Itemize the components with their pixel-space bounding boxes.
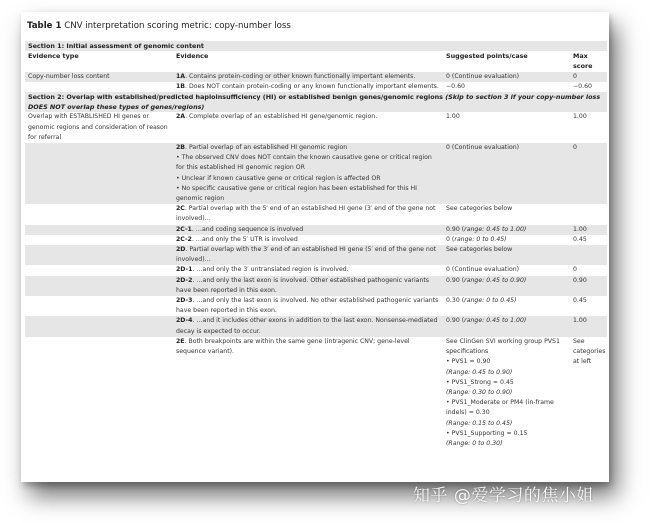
empty-cell: [25, 296, 173, 316]
points-range: range: 0 to 0.45): [454, 235, 507, 243]
points-line: • PVS1_Strong = 0.45: [446, 378, 514, 386]
table-row-2c-2: [25, 235, 607, 245]
suggested-points: 0 (Continue evaluation): [443, 143, 570, 204]
max-score: 0.45: [573, 297, 587, 305]
max-score: [570, 245, 607, 265]
evidence-text: . Partial overlap of an established HI genomic region: [185, 144, 348, 152]
evidence-code: 1B: [176, 82, 186, 90]
table-row-2a: [25, 112, 607, 143]
suggested-points: [443, 316, 570, 336]
col-evidence: Evidence: [176, 52, 209, 61]
evidence: [173, 225, 443, 235]
evidence: [173, 316, 443, 336]
points-range: range: 0.45 to 0.90): [464, 276, 527, 284]
points-value: 0.30 (: [446, 297, 465, 305]
table-row-2d: [25, 245, 607, 265]
evidence: [173, 296, 443, 316]
table-row-2c-1: [25, 225, 607, 235]
table-label: Table 1: [27, 21, 62, 31]
points-value: 0.90 (: [446, 225, 465, 233]
evidence: [173, 235, 443, 245]
empty-cell: [25, 316, 173, 336]
suggested-points: [443, 337, 570, 449]
suggested-points: 0 (Continue evaluation): [443, 72, 570, 82]
points-range: range: 0 to 0.45): [464, 297, 517, 305]
cnv-scoring-table: [25, 41, 607, 449]
table-title-text: CNV interpretation scoring metric: copy-number loss: [64, 21, 291, 31]
empty-cell: [25, 204, 173, 224]
evidence: [173, 204, 443, 224]
max-score: 1.00: [570, 225, 607, 235]
points-line: • PVS1 = 0.90: [446, 358, 491, 366]
evidence: [173, 265, 443, 275]
evidence-code: 2D-1: [176, 266, 193, 274]
bullet-text: • No specific causative gene or critical region has been established for this HI genomic region: [176, 184, 418, 203]
bullet-text: • Unclear if known causative gene or critical region is affected OR: [176, 174, 381, 182]
section-2-heading: [25, 92, 607, 112]
bullet-text: • The observed CNV does NOT contain the known causative gene or critical region for this established HI genomic region OR: [176, 154, 432, 172]
column-headers: [25, 51, 607, 71]
points-range: range: 0.45 to 1.00): [464, 225, 527, 233]
suggested-points: 0 (Continue evaluation): [446, 266, 520, 274]
points-value: 0.90 (: [446, 276, 465, 284]
suggested-points: [443, 276, 570, 296]
empty-cell: [25, 265, 173, 275]
table-row-1b: [25, 82, 607, 92]
evidence-code: 2E: [176, 337, 185, 345]
points-range: (Range: 0.30 to 0.90): [446, 388, 513, 396]
max-score: 0: [570, 143, 607, 204]
points-range: (Range: 0.15 to 0.45): [446, 419, 513, 427]
table-row-2d-1: [25, 265, 607, 275]
max-score: 0.90: [570, 276, 607, 296]
evidence: [173, 276, 443, 296]
section-1-heading: Section 1: Initial assessment of genomic content: [25, 41, 607, 51]
evidence: [173, 143, 443, 204]
evidence-code: 2D-2: [176, 276, 193, 284]
suggested-points: 1.00: [446, 113, 460, 121]
suggested-points: [443, 235, 570, 245]
table-row-2d-2: [25, 276, 607, 296]
max-score: 1.00: [570, 316, 607, 336]
col-suggested-points: Suggested points/case: [446, 52, 528, 61]
evidence-code: 2D: [176, 246, 186, 254]
empty-cell: [25, 276, 173, 296]
table-row-2c: [25, 204, 607, 224]
max-score: 0: [573, 266, 577, 274]
evidence-code: 2B: [176, 144, 186, 152]
evidence-text: . Contains protein-coding or other known functionally important elements.: [185, 72, 416, 80]
evidence-text: . …and only the last exon is involved. No other established pathogenic variants have been reported in this exon.: [176, 297, 439, 315]
max-score: 0.45: [573, 235, 587, 243]
points-value: 0.90 (: [446, 317, 465, 325]
empty-cell: [25, 235, 173, 245]
max-score: 1.00: [573, 113, 587, 121]
section-2-heading-note: (Skip to section 3 if your copy-number loss DOES NOT overlap these types of genes/regions): [28, 93, 601, 112]
max-score: See categories at left: [573, 337, 606, 366]
evidence-type: Copy-number loss content: [25, 72, 173, 82]
evidence-code: 2C-1: [176, 225, 192, 233]
section-2-header: [25, 92, 607, 112]
section-2-heading-text: Section 2: Overlap with established/predicted haploinsufficiency (HI) or established benign genes/genomic regions: [28, 93, 443, 102]
points-line: • PVS1_Moderate or PM4 (in-frame indels) = 0.30: [446, 399, 554, 417]
suggested-points: [443, 296, 570, 316]
evidence-text: . …and only the last exon is involved. Other established pathogenic variants have been reported in this exon.: [176, 276, 430, 294]
evidence: [173, 112, 443, 143]
evidence-text: . Partial overlap with the 5′ end of an established HI gene (3′ end of the gene not involved)…: [176, 205, 436, 223]
table-row-2e: [25, 337, 607, 449]
evidence: [173, 337, 443, 449]
evidence-code: 2C: [176, 205, 185, 213]
points-range: (Range: 0 to 0.30): [446, 439, 503, 447]
evidence: [173, 245, 443, 265]
col-max-score: Max score: [573, 52, 593, 71]
suggested-points: See categories below: [446, 205, 513, 213]
evidence-type: [25, 82, 173, 92]
evidence-code: 2D-4: [176, 317, 193, 325]
evidence-text: . Complete overlap of an established HI gene/genomic region.: [185, 113, 378, 121]
evidence-text: . …and it includes other exons in addition to the last exon. Nonsense-mediated decay is expected to occur.: [176, 317, 438, 335]
evidence-text: . Partial overlap with the 3′ end of an established HI gene (5′ end of the gene not involved)…: [176, 246, 437, 264]
table-row-2b: [25, 143, 607, 204]
evidence-code: 2C-2: [176, 235, 192, 243]
evidence-text: . Both breakpoints are within the same gene (intragenic CNV; gene-level sequence variant).: [176, 337, 410, 356]
empty-cell: [25, 225, 173, 235]
empty-cell: [25, 337, 173, 449]
empty-cell: [25, 245, 173, 265]
table-row-2d-3: [25, 296, 607, 316]
table-row-2d-4: [25, 316, 607, 336]
points-line: See ClinGen SVI working group PVS1 specifications: [446, 337, 560, 356]
suggested-points: See categories below: [443, 245, 570, 265]
evidence-code: 2D-3: [176, 297, 193, 305]
evidence: [173, 72, 443, 82]
max-score: 0: [570, 72, 607, 82]
evidence-code: 2A: [176, 113, 186, 121]
evidence-text: . …and only the 5′ UTR is involved: [191, 235, 298, 243]
suggested-points: −0.60: [446, 82, 465, 90]
empty-cell: [25, 143, 173, 204]
points-line: • PVS1_Supporting = 0.15: [446, 429, 528, 437]
max-score: [570, 204, 607, 224]
evidence-text: . …and coding sequence is involved: [191, 225, 304, 233]
points-range: range: 0.45 to 1.00): [464, 317, 527, 325]
max-score: −0.60: [573, 82, 592, 90]
table-title: [27, 21, 291, 31]
points-value: 0 (: [446, 235, 455, 243]
watermark: 知乎 @爱学习的焦小姐: [413, 486, 594, 506]
col-evidence-type: Evidence type: [28, 52, 79, 61]
evidence-code: 1A: [176, 72, 186, 80]
suggested-points: [443, 225, 570, 235]
evidence-text: . …and only the 3′ untranslated region is involved.: [192, 266, 349, 274]
evidence-type: Overlap with ESTABLISHED HI genes or genomic regions and consideration of reason for referral: [28, 113, 168, 141]
table-card: [21, 12, 609, 482]
evidence: [173, 82, 443, 92]
section-1-header: [25, 41, 607, 51]
points-range: (Range: 0.45 to 0.90): [446, 368, 513, 376]
evidence-text: . Does NOT contain protein-coding or any known functionally important elements.: [185, 82, 439, 90]
table-row-1a: [25, 72, 607, 82]
